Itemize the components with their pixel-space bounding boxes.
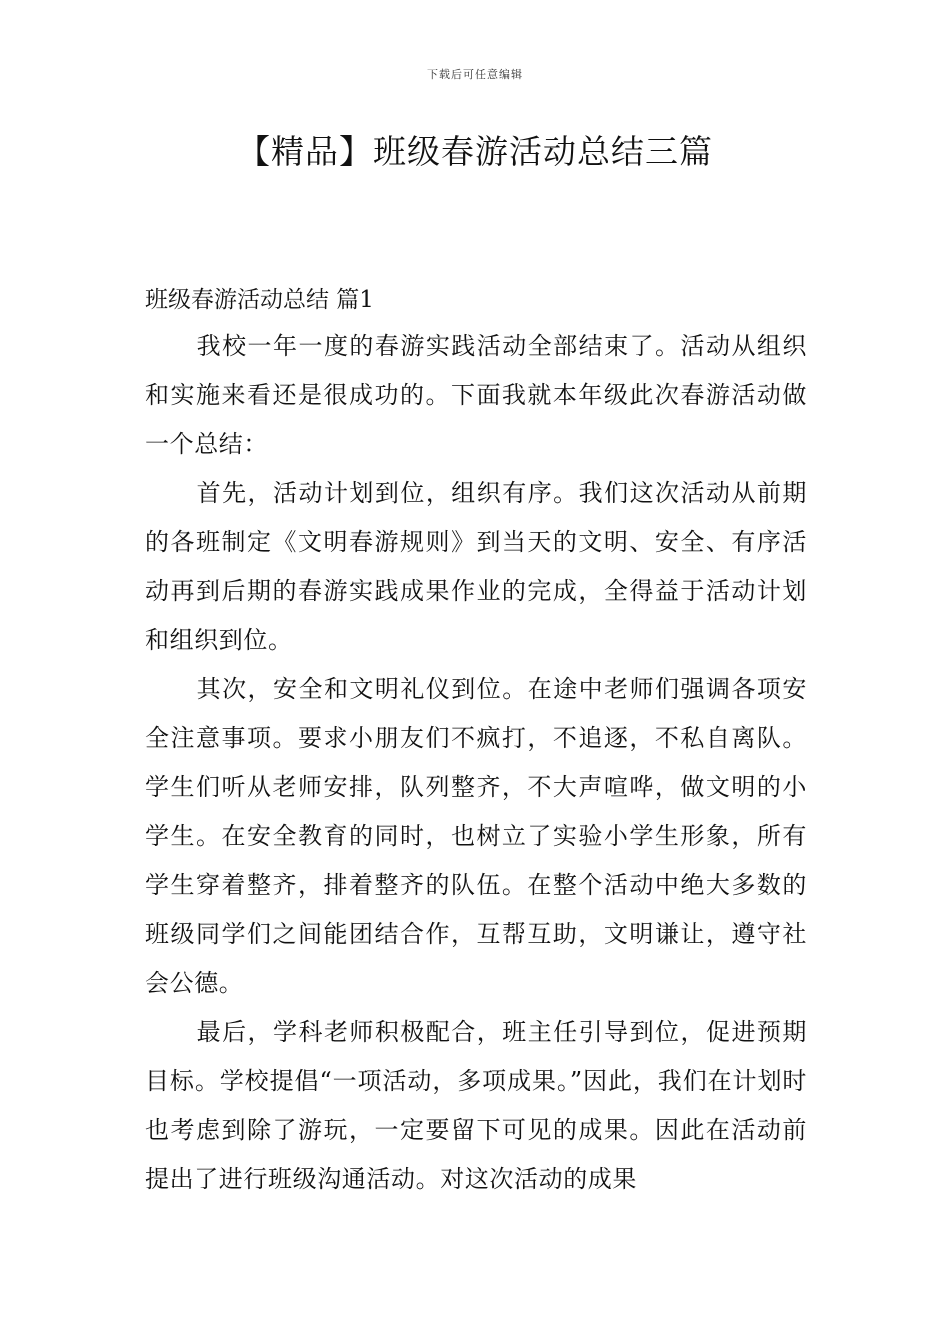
paragraph-second: 其次，安全和文明礼仪到位。在途中老师们强调各项安全注意事项。要求小朋友们不疯打，不追逐，不私自离队。学生们听从老师安排，队列整齐，不大声喧哗，做文明的小学生。在安全教育的同时，也树立了实验小学生形象，所有学生穿着整齐，排着整齐的队伍。在整个活动中绝大多数的班级同学们之间能团结合作，互帮互助，文明谦让，遵守社会公德。 xyxy=(145,675,807,997)
section-heading: 班级春游活动总结 篇1 xyxy=(145,287,374,313)
paragraph-intro: 我校一年一度的春游实践活动全部结束了。活动从组织和实施来看还是很成功的。下面我就本年级此次春游活动做一个总结： xyxy=(145,332,807,458)
document-body xyxy=(145,278,807,1204)
paragraph-first: 首先，活动计划到位，组织有序。我们这次活动从前期的各班制定《文明春游规则》到当天的文明、安全、有序活动再到后期的春游实践成果作业的完成，全得益于活动计划和组织到位。 xyxy=(145,479,807,654)
paragraph-last: 最后，学科老师积极配合，班主任引导到位，促进预期目标。学校提倡“一项活动，多项成果。”因此，我们在计划时也考虑到除了游玩，一定要留下可见的成果。因此在活动前提出了进行班级沟通活动。对这次活动的成果 xyxy=(145,1018,807,1193)
header-note: 下载后可任意编辑 xyxy=(427,68,523,81)
document-title: 【精品】班级春游活动总结三篇 xyxy=(237,132,713,171)
